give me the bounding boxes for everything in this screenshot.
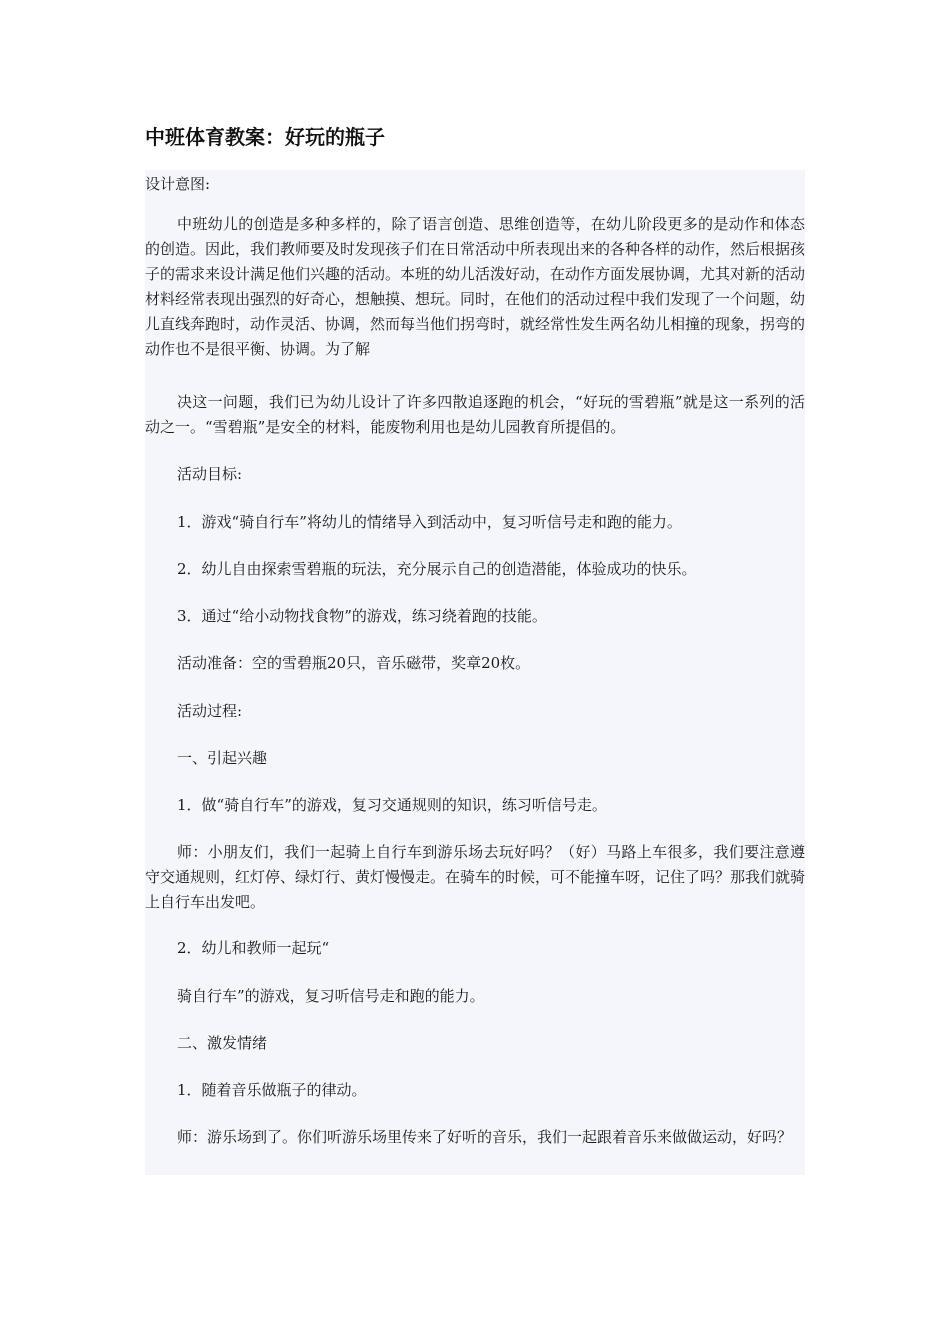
paragraph-step-1-2-continued: 骑自行车”的游戏，复习听信号走和跑的能力。 bbox=[177, 987, 485, 1005]
paragraph-design-intent-heading: 设计意图: bbox=[145, 175, 211, 193]
paragraph-step-2-1: 1．随着音乐做瓶子的律动。 bbox=[177, 1081, 367, 1099]
paragraph-section-1-heading: 一、引起兴趣 bbox=[177, 749, 268, 767]
paragraph-goals-heading: 活动目标: bbox=[177, 465, 243, 483]
paragraph-goal-2: 2．幼儿自由探索雪碧瓶的玩法，充分展示自己的创造潜能，体验成功的快乐。 bbox=[177, 560, 697, 578]
paragraph-process-heading: 活动过程: bbox=[177, 702, 243, 720]
page-title: 中班体育教案：好玩的瓶子 bbox=[145, 125, 385, 149]
paragraph-design-intent-body: 中班幼儿的创造是多种多样的，除了语言创造、思维创造等，在幼儿阶段更多的是动作和体态的创造。因此，我们教师要及时发现孩子们在日常活动中所表现出来的各种各样的动作，然后根据孩子的需求来设计满足他们兴趣的活动。本班的幼儿活泼好动，在动作方面发展协调，尤其对新的活动材料经常表现出强烈的好奇心，想触摸、想玩。同时，在他们的活动过程中我们发现了一个问题，幼儿直线奔跑时，动作灵活、协调，然而每当他们拐弯时，就经常性发生两名幼儿相撞的现象，拐弯的动作也不是很平衡、协调。为了解 bbox=[145, 215, 806, 358]
paragraph-teacher-dialogue-2: 师：游乐场到了。你们听游乐场里传来了好听的音乐，我们一起跟着音乐来做做运动，好吗？ bbox=[177, 1128, 793, 1146]
paragraph-goal-3: 3．通过“给小动物找食物”的游戏，练习绕着跑的技能。 bbox=[177, 607, 547, 625]
paragraph-goal-1: 1．游戏“骑自行车”将幼儿的情绪导入到活动中，复习听信号走和跑的能力。 bbox=[177, 513, 682, 531]
paragraph-section-2-heading: 二、激发情绪 bbox=[177, 1034, 268, 1052]
paragraph-step-1-1: 1．做“骑自行车”的游戏，复习交通规则的知识，练习听信号走。 bbox=[177, 796, 607, 814]
paragraph-step-1-2: 2．幼儿和教师一起玩“ bbox=[177, 939, 330, 957]
lesson-content bbox=[145, 170, 805, 1175]
paragraph-teacher-dialogue-1: 师：小朋友们，我们一起骑上自行车到游乐场去玩好吗？（好）马路上车很多，我们要注意遵守交通规则，红灯停、绿灯行、黄灯慢慢走。在骑车的时候，可不能撞车呀，记住了吗？那我们就骑上自行车出发吧。 bbox=[145, 843, 806, 911]
paragraph-design-intent-continued: 决这一问题，我们已为幼儿设计了许多四散追逐跑的机会，“好玩的雪碧瓶”就是这一系列的活动之一。“雪碧瓶”是安全的材料，能废物利用也是幼儿园教育所提倡的。 bbox=[145, 393, 805, 436]
paragraph-preparation: 活动准备：空的雪碧瓶20只，音乐磁带，奖章20枚。 bbox=[177, 654, 531, 672]
